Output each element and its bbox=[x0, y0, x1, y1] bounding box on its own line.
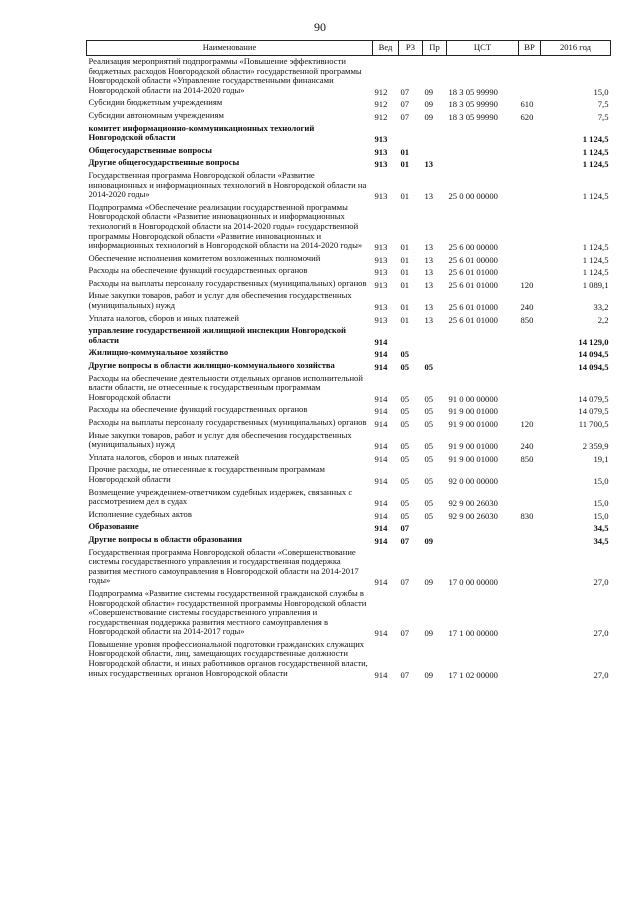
row-vr: 240 bbox=[520, 441, 534, 452]
row-amount: 15,0 bbox=[593, 475, 609, 486]
row-pr: 13 bbox=[424, 314, 434, 325]
row-name: Реализация мероприятий подпрограммы «Повышение эффективности бюджетных расходов Новгородской области» государственной программы Новгородской области «Управление государственными финансами Новгородской области на 2014-2020 годы» bbox=[88, 56, 362, 95]
row-cst: 91 9 00 01000 bbox=[448, 406, 498, 417]
row-name: Возмещение учреждением-ответчиком судебных издержек, связанных с рассмотрением дел в судах bbox=[88, 486, 353, 507]
row-amount: 14 094,5 bbox=[578, 362, 609, 373]
table-row bbox=[87, 347, 611, 360]
column-header-rz: РЗ bbox=[399, 41, 423, 56]
row-pr bbox=[423, 521, 447, 534]
row-cst: 91 9 00 01000 bbox=[448, 419, 498, 429]
row-amount: 27,0 bbox=[593, 669, 609, 680]
row-ved: 914 bbox=[374, 441, 388, 452]
row-pr: 13 bbox=[424, 242, 434, 253]
row-amount: 34,5 bbox=[593, 523, 609, 534]
table-row bbox=[87, 202, 611, 253]
row-vr bbox=[519, 547, 541, 588]
row-cst: 18 3 05 99990 bbox=[448, 99, 498, 110]
row-pr: 09 bbox=[424, 628, 434, 639]
row-name: комитет информационно-коммуникационных технологий Новгородской области bbox=[88, 122, 315, 143]
row-name: Другие вопросы в области жилищно-коммунального хозяйства bbox=[88, 360, 335, 371]
row-pr: 09 bbox=[424, 577, 434, 588]
row-amount: 33,2 bbox=[593, 302, 609, 313]
row-cst: 25 6 01 01000 bbox=[448, 267, 498, 278]
row-pr: 13 bbox=[424, 254, 434, 265]
row-ved: 913 bbox=[374, 254, 388, 265]
row-ved: 914 bbox=[374, 510, 388, 521]
table-row bbox=[87, 588, 611, 639]
column-header-vr: ВР bbox=[519, 41, 541, 56]
row-amount: 1 124,5 bbox=[582, 254, 609, 265]
row-vr: 120 bbox=[520, 419, 534, 429]
row-vr bbox=[519, 123, 541, 145]
row-name: Повышение уровня профессиональной подготовки гражданских служащих Новгородской области, лиц, замещающих государственные должности Новгородской области, и иных работников органов государственной власти, иных государственных органов Новгородской области bbox=[88, 638, 368, 678]
table-row bbox=[87, 56, 611, 98]
row-rz: 05 bbox=[400, 393, 410, 404]
row-amount: 27,0 bbox=[593, 577, 609, 588]
row-name: Подпрограмма «Развитие системы государственной гражданской службы в Новгородской области» государственной программы Новгородской области «Совершенствование системы государственного управления и государственная поддержка развития местного самоуправления в Новгородской области на 2014-2017 годы» bbox=[88, 587, 367, 637]
row-vr bbox=[519, 56, 541, 98]
row-cst: 91 9 00 01000 bbox=[448, 453, 498, 464]
table-row bbox=[87, 452, 611, 465]
row-pr: 05 bbox=[424, 406, 434, 417]
row-pr: 05 bbox=[424, 453, 434, 464]
row-pr bbox=[423, 123, 447, 145]
table-row bbox=[87, 373, 611, 405]
row-rz: 05 bbox=[400, 349, 410, 360]
row-rz: 05 bbox=[400, 453, 410, 464]
row-amount: 1 124,5 bbox=[582, 134, 609, 145]
row-name: Расходы на обеспечение функций государственных органов bbox=[88, 404, 308, 415]
row-vr: 240 bbox=[520, 302, 534, 313]
row-ved: 914 bbox=[374, 523, 388, 534]
row-ved: 913 bbox=[374, 314, 388, 325]
row-rz bbox=[399, 325, 423, 347]
row-rz: 01 bbox=[400, 191, 410, 202]
row-name: Жилищно-коммунальное хозяйство bbox=[88, 347, 229, 358]
row-cst bbox=[447, 123, 519, 145]
row-pr: 13 bbox=[424, 279, 434, 290]
row-cst: 25 6 00 00000 bbox=[448, 242, 498, 253]
row-name: Общегосударственные вопросы bbox=[88, 144, 212, 155]
row-cst bbox=[447, 347, 519, 360]
table-row bbox=[87, 290, 611, 312]
row-pr: 09 bbox=[424, 535, 434, 546]
row-cst: 25 0 00 00000 bbox=[448, 191, 498, 202]
table-body bbox=[87, 56, 611, 681]
row-ved: 914 bbox=[374, 535, 388, 546]
row-ved: 913 bbox=[374, 279, 388, 290]
row-amount: 7,5 bbox=[597, 111, 609, 122]
row-name: управление государственной жилищной инспекции Новгородской области bbox=[88, 325, 346, 345]
column-header-pr: Пр bbox=[423, 41, 447, 56]
row-pr: 05 bbox=[424, 475, 434, 486]
row-pr: 13 bbox=[424, 159, 434, 170]
table-row bbox=[87, 417, 611, 430]
row-amount: 1 124,5 bbox=[582, 191, 609, 202]
table-row bbox=[87, 464, 611, 486]
row-ved: 913 bbox=[374, 267, 388, 278]
row-rz: 07 bbox=[400, 535, 410, 546]
row-vr bbox=[519, 202, 541, 253]
table-row bbox=[87, 157, 611, 170]
row-amount: 1 124,5 bbox=[582, 159, 609, 170]
row-ved: 914 bbox=[374, 628, 388, 639]
row-amount: 1 089,1 bbox=[582, 279, 609, 290]
row-rz: 07 bbox=[400, 99, 410, 110]
row-rz bbox=[399, 123, 423, 145]
row-rz: 01 bbox=[400, 314, 410, 325]
row-vr bbox=[519, 347, 541, 360]
row-amount: 1 124,5 bbox=[582, 146, 609, 157]
table-row bbox=[87, 487, 611, 509]
row-vr bbox=[519, 253, 541, 266]
row-cst bbox=[447, 325, 519, 347]
row-name: Обеспечение исполнения комитетом возложенных полномочий bbox=[88, 252, 321, 263]
row-pr: 13 bbox=[424, 267, 434, 278]
row-cst bbox=[447, 521, 519, 534]
row-rz: 05 bbox=[400, 498, 410, 509]
table-row bbox=[87, 639, 611, 680]
row-vr bbox=[519, 373, 541, 405]
row-vr: 620 bbox=[520, 111, 534, 122]
row-rz: 01 bbox=[400, 254, 410, 265]
row-amount: 34,5 bbox=[593, 535, 609, 546]
row-ved: 914 bbox=[374, 336, 388, 347]
row-ved: 914 bbox=[374, 393, 388, 404]
row-rz: 07 bbox=[400, 86, 410, 97]
row-name: Исполнение судебных актов bbox=[88, 508, 192, 519]
row-vr: 830 bbox=[520, 510, 534, 521]
row-pr: 09 bbox=[424, 86, 434, 97]
row-cst: 17 1 02 00000 bbox=[448, 669, 498, 680]
row-name: Субсидии бюджетным учреждениям bbox=[88, 97, 223, 108]
row-vr bbox=[519, 404, 541, 417]
row-amount: 15,0 bbox=[593, 498, 609, 509]
row-vr bbox=[519, 170, 541, 202]
row-ved: 914 bbox=[374, 419, 388, 429]
row-pr: 13 bbox=[424, 191, 434, 202]
row-name: Расходы на обеспечение функций государственных органов bbox=[88, 265, 308, 276]
row-cst: 91 0 00 00000 bbox=[448, 393, 498, 404]
row-cst: 25 6 01 01000 bbox=[448, 314, 498, 325]
table-row bbox=[87, 521, 611, 534]
table-row bbox=[87, 265, 611, 278]
row-pr: 05 bbox=[424, 441, 434, 452]
row-pr: 05 bbox=[424, 362, 434, 373]
row-amount: 14 079,5 bbox=[578, 406, 609, 417]
row-vr: 850 bbox=[520, 314, 534, 325]
row-amount: 1 124,5 bbox=[582, 267, 609, 278]
row-amount: 7,5 bbox=[597, 99, 609, 110]
row-ved: 913 bbox=[374, 242, 388, 253]
row-cst: 92 0 00 00000 bbox=[448, 475, 498, 486]
row-amount: 27,0 bbox=[593, 628, 609, 639]
row-pr: 09 bbox=[424, 669, 434, 680]
table-row bbox=[87, 278, 611, 291]
row-amount: 14 094,5 bbox=[578, 349, 609, 360]
row-ved: 912 bbox=[374, 111, 388, 122]
row-rz: 01 bbox=[400, 279, 410, 290]
row-ved: 914 bbox=[374, 349, 388, 360]
row-vr bbox=[519, 464, 541, 486]
row-name: Образование bbox=[88, 521, 139, 532]
table-header-row bbox=[87, 41, 611, 56]
row-name: Расходы на обеспечение деятельности отдельных органов исполнительной власти области, не отнесенные к государственным программам Новгородской области bbox=[88, 372, 363, 402]
row-cst bbox=[447, 534, 519, 547]
row-name: Другие вопросы в области образования bbox=[88, 533, 242, 544]
row-amount: 1 124,5 bbox=[582, 242, 609, 253]
row-amount: 15,0 bbox=[593, 510, 609, 521]
row-ved: 914 bbox=[374, 475, 388, 486]
row-vr: 850 bbox=[520, 453, 534, 464]
row-rz: 07 bbox=[400, 523, 410, 534]
row-pr: 09 bbox=[424, 111, 434, 122]
row-amount: 15,0 bbox=[593, 86, 609, 97]
row-vr bbox=[519, 534, 541, 547]
row-vr bbox=[519, 588, 541, 639]
row-vr bbox=[519, 265, 541, 278]
row-amount: 19,1 bbox=[593, 453, 609, 464]
column-header-name: Наименование bbox=[87, 41, 373, 56]
row-cst: 25 6 01 01000 bbox=[448, 279, 498, 290]
row-vr bbox=[519, 639, 541, 680]
row-ved: 913 bbox=[374, 134, 388, 145]
row-pr: 09 bbox=[424, 99, 434, 110]
row-ved: 914 bbox=[374, 498, 388, 509]
table-row bbox=[87, 313, 611, 326]
row-cst: 25 6 01 01000 bbox=[448, 302, 498, 313]
row-amount: 11 700,5 bbox=[578, 419, 609, 429]
row-rz: 07 bbox=[400, 669, 410, 680]
row-cst: 91 9 00 01000 bbox=[448, 441, 498, 452]
row-ved: 913 bbox=[374, 159, 388, 170]
row-rz: 01 bbox=[400, 242, 410, 253]
row-rz: 05 bbox=[400, 362, 410, 373]
row-vr bbox=[519, 487, 541, 509]
page-number: 90 bbox=[314, 20, 326, 34]
row-cst bbox=[447, 360, 519, 373]
row-pr bbox=[423, 325, 447, 347]
row-ved: 914 bbox=[374, 453, 388, 464]
row-name: Государственная программа Новгородской области «Совершенствование системы государственного управления и государственная поддержка развития местного самоуправления в Новгородской области на 2014-2017 годы» bbox=[88, 546, 359, 586]
row-amount: 2,2 bbox=[597, 314, 609, 325]
row-pr bbox=[423, 145, 447, 158]
row-vr bbox=[519, 157, 541, 170]
row-cst bbox=[447, 157, 519, 170]
row-ved: 913 bbox=[374, 302, 388, 313]
table-row bbox=[87, 360, 611, 373]
table-row bbox=[87, 430, 611, 452]
row-cst bbox=[447, 145, 519, 158]
table-row bbox=[87, 110, 611, 123]
row-vr bbox=[519, 325, 541, 347]
row-ved: 914 bbox=[374, 669, 388, 680]
row-name: Другие общегосударственные вопросы bbox=[88, 157, 240, 168]
row-name: Подпрограмма «Обеспечение реализации государственной программы Новгородской области «Развитие инновационных и информационных технологий в Новгородской области на 2014-2020 годы» государственной программы Новгородской области «Развитие инновационных и информационных технологий в Новгородской области на 2014-2020 годы» bbox=[88, 201, 363, 251]
row-ved: 912 bbox=[374, 86, 388, 97]
row-rz: 01 bbox=[400, 146, 410, 157]
row-vr bbox=[519, 521, 541, 534]
row-rz: 05 bbox=[400, 510, 410, 521]
row-ved: 914 bbox=[374, 577, 388, 588]
row-name: Иные закупки товаров, работ и услуг для обеспечения государственных (муниципальных) нужд bbox=[88, 290, 352, 311]
table-row bbox=[87, 253, 611, 266]
row-amount: 14 129,0 bbox=[578, 336, 609, 347]
row-pr: 05 bbox=[424, 419, 434, 429]
row-name: Прочие расходы, не отнесенные к государственным программам Новгородской области bbox=[88, 464, 325, 484]
column-header-year: 2016 год bbox=[541, 41, 611, 56]
row-rz: 05 bbox=[400, 475, 410, 486]
row-pr: 05 bbox=[424, 393, 434, 404]
row-rz: 07 bbox=[400, 628, 410, 639]
table-row bbox=[87, 404, 611, 417]
table-row bbox=[87, 325, 611, 347]
row-pr: 05 bbox=[424, 510, 434, 521]
row-vr: 610 bbox=[520, 99, 534, 110]
row-name: Расходы на выплаты персоналу государственных (муниципальных) органов bbox=[88, 277, 367, 288]
row-cst: 92 9 00 26030 bbox=[448, 510, 498, 521]
row-rz: 05 bbox=[400, 419, 410, 429]
row-rz: 05 bbox=[400, 441, 410, 452]
row-cst: 92 9 00 26030 bbox=[448, 498, 498, 509]
row-vr bbox=[519, 360, 541, 373]
row-pr bbox=[423, 347, 447, 360]
row-ved: 912 bbox=[374, 99, 388, 110]
row-rz: 05 bbox=[400, 406, 410, 417]
column-header-cst: ЦСТ bbox=[447, 41, 519, 56]
row-amount: 2 359,9 bbox=[582, 441, 609, 452]
row-rz: 01 bbox=[400, 267, 410, 278]
table-row bbox=[87, 170, 611, 202]
row-rz: 01 bbox=[400, 302, 410, 313]
row-pr: 05 bbox=[424, 498, 434, 509]
table-row bbox=[87, 534, 611, 547]
row-cst: 18 3 05 99990 bbox=[448, 86, 498, 97]
row-name: Уплата налогов, сборов и иных платежей bbox=[88, 451, 240, 462]
row-ved: 913 bbox=[374, 146, 388, 157]
row-rz: 07 bbox=[400, 111, 410, 122]
row-ved: 914 bbox=[374, 406, 388, 417]
column-header-ved: Вед bbox=[373, 41, 399, 56]
row-ved: 913 bbox=[374, 191, 388, 202]
row-vr bbox=[519, 145, 541, 158]
table-row bbox=[87, 509, 611, 522]
row-name: Расходы на выплаты персоналу государственных (муниципальных) органов bbox=[88, 417, 367, 427]
row-name: Иные закупки товаров, работ и услуг для обеспечения государственных (муниципальных) нужд bbox=[88, 429, 352, 450]
budget-table bbox=[86, 40, 611, 680]
table-row bbox=[87, 145, 611, 158]
row-cst: 17 0 00 00000 bbox=[448, 577, 498, 588]
row-rz: 01 bbox=[400, 159, 410, 170]
row-cst: 17 1 00 00000 bbox=[448, 628, 498, 639]
row-ved: 914 bbox=[374, 362, 388, 373]
table-row bbox=[87, 123, 611, 145]
row-cst: 18 3 05 99990 bbox=[448, 111, 498, 122]
row-vr: 120 bbox=[520, 279, 534, 290]
row-rz: 07 bbox=[400, 577, 410, 588]
row-amount: 14 079,5 bbox=[578, 393, 609, 404]
row-name: Государственная программа Новгородской области «Развитие инновационных и информационных технологий в Новгородской области на 2014-2020 годы» bbox=[88, 169, 367, 200]
table-row bbox=[87, 547, 611, 588]
row-name: Субсидии автономным учреждениям bbox=[88, 109, 224, 120]
row-cst: 25 6 01 00000 bbox=[448, 254, 498, 265]
table-row bbox=[87, 97, 611, 110]
row-name: Уплата налогов, сборов и иных платежей bbox=[88, 312, 240, 323]
row-pr: 13 bbox=[424, 302, 434, 313]
